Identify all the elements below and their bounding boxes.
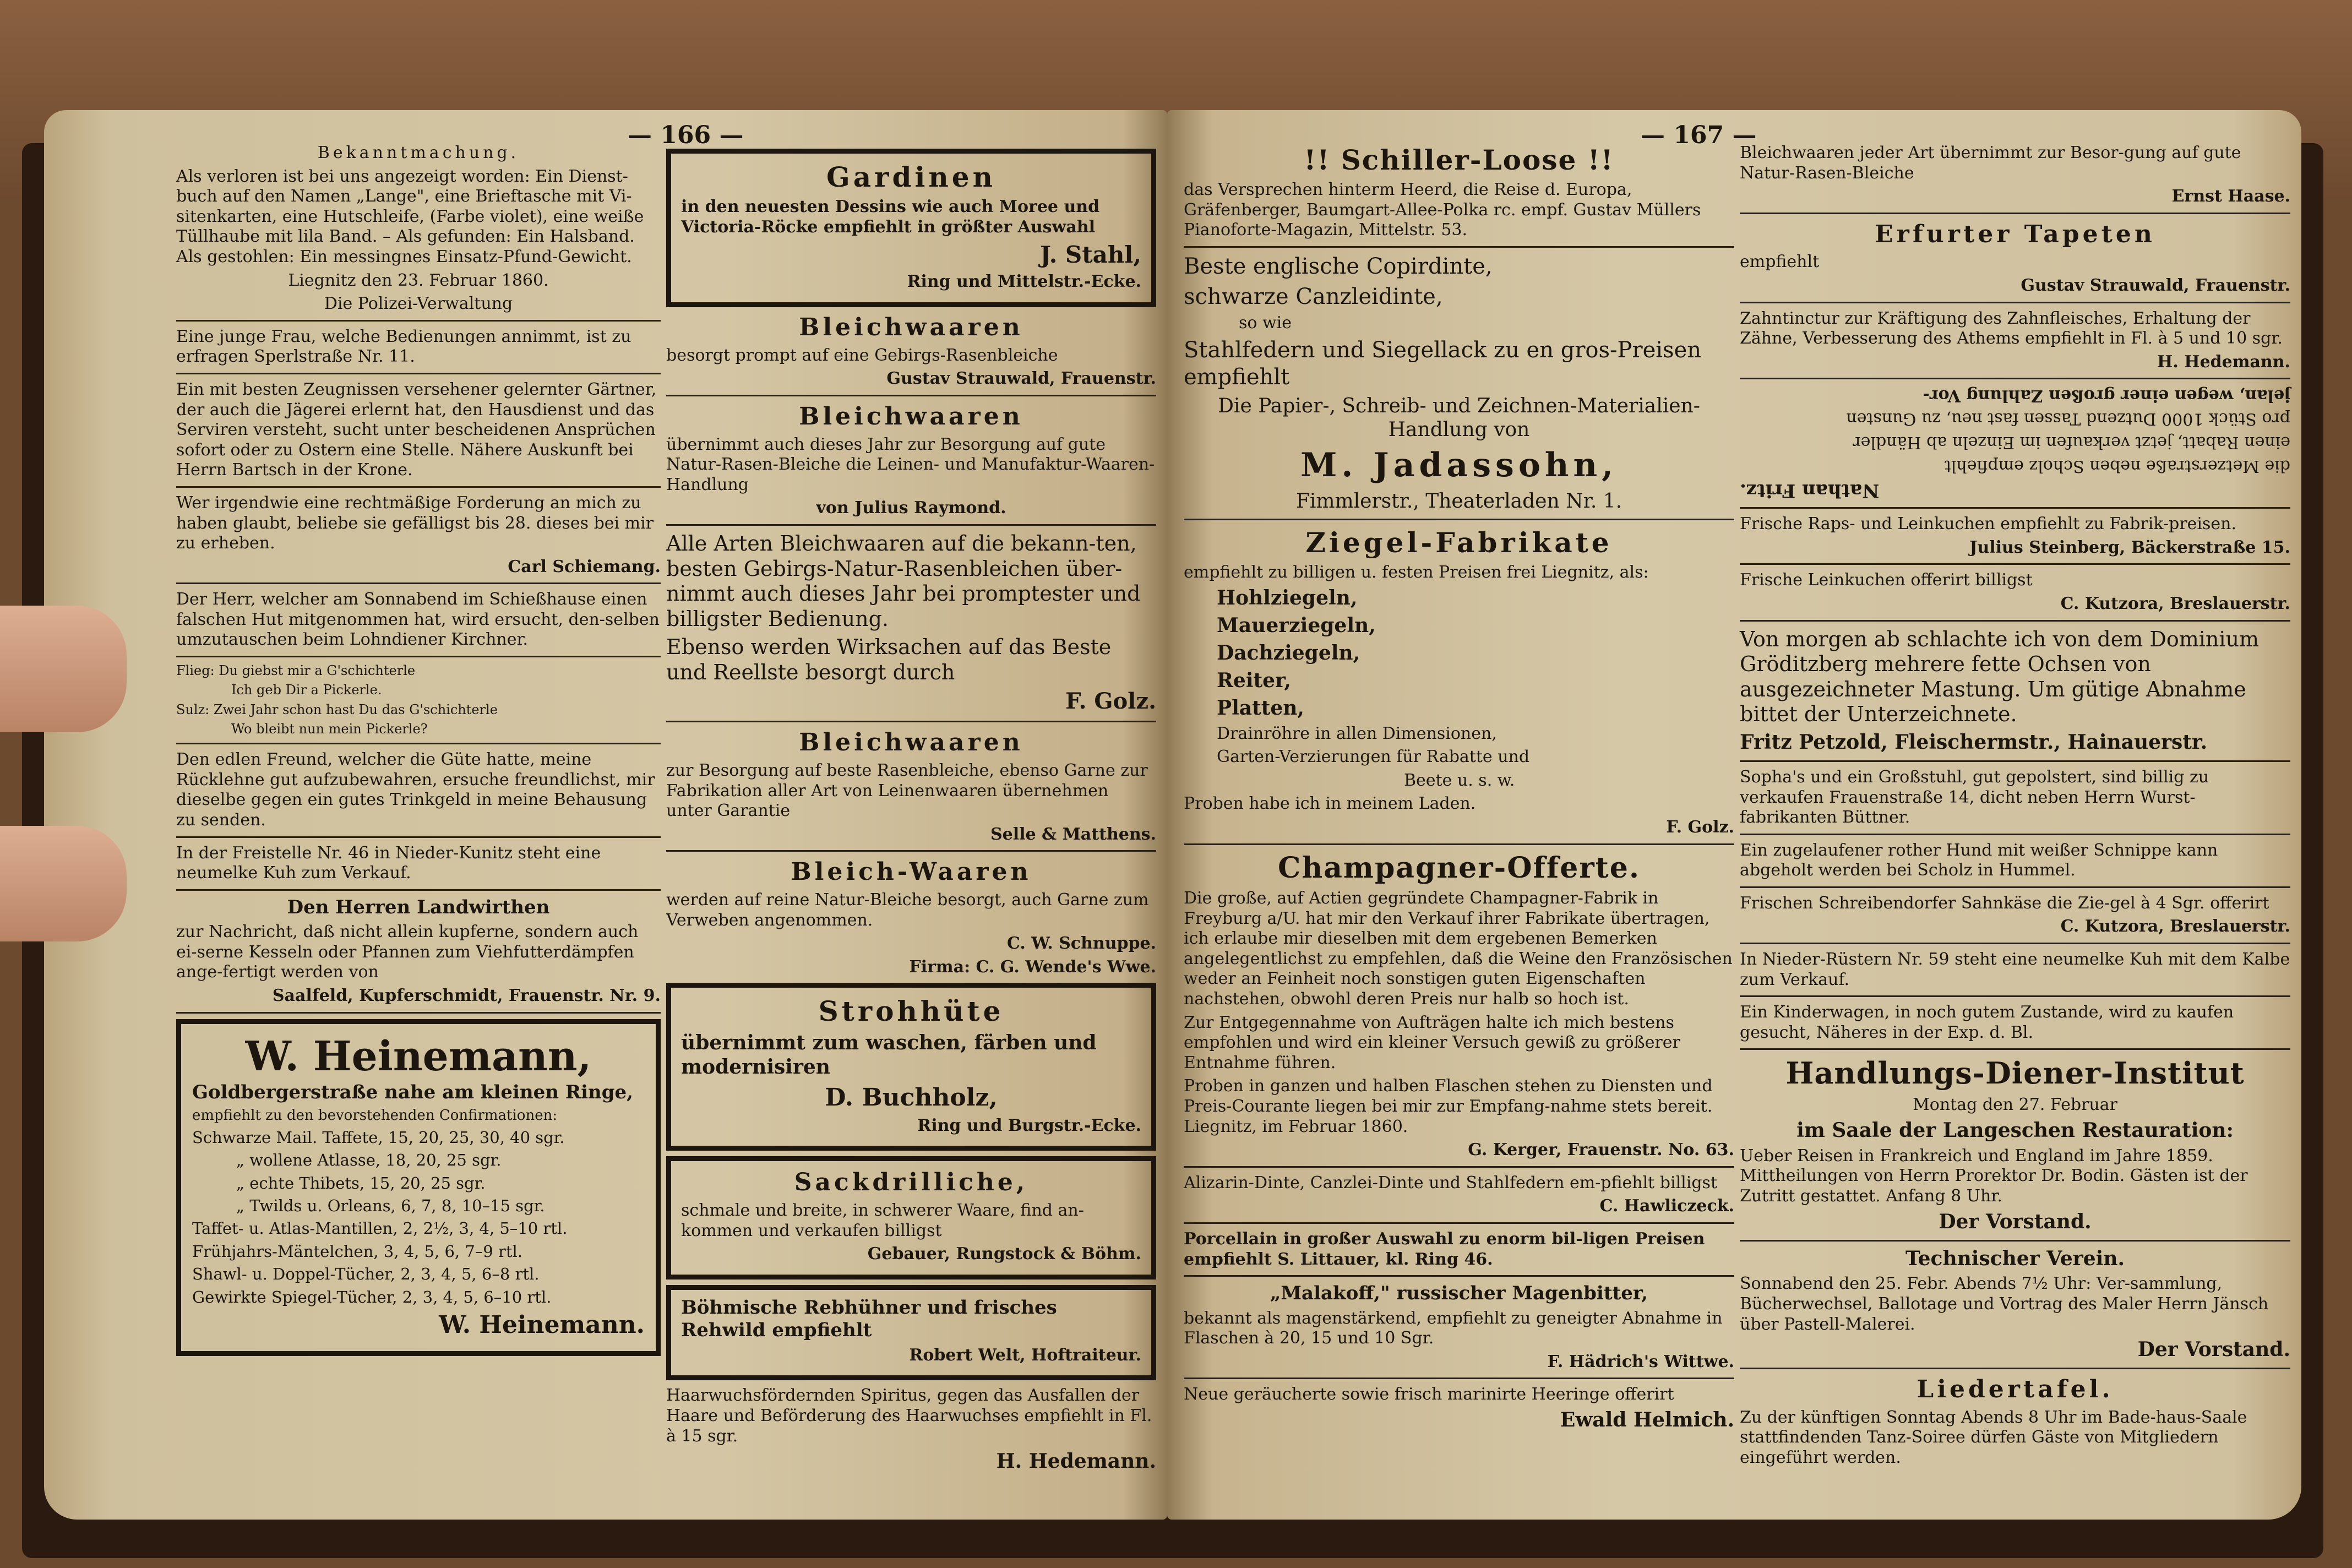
- sackdrilliche-title: Sackdrilliche,: [794, 1168, 1028, 1197]
- haarwuchs-signature: H. Hedemann.: [996, 1450, 1156, 1473]
- malakoff-signature: F. Hädrich's Wittwe.: [1547, 1352, 1734, 1371]
- bleich3-text: zur Besorgung auf beste Rasenbleiche, ebenso Garne zur Fabrikation aller Art von Leinenwaaren übernehmen unter Garantie: [666, 760, 1148, 821]
- schiller-text: das Versprechen hinterm Heerd, die Reise d. Europa, Gräfenberger, Baumgart-Allee-Polka rc. empf. Gustav Müllers Pianoforte-Magazin, Mittelstr. 53.: [1184, 180, 1701, 240]
- rebhuehner-ad: [666, 1285, 1156, 1381]
- heinemann-item: Schwarze Mail. Taffete, 15, 20, 25, 30, 40 sgr.: [192, 1128, 565, 1147]
- champagner-text-2: Zur Entgegennahme von Aufträgen halte ich mich bestens empfohlen und wird ein kleiner Versuch gewiß zu größerer Entnahme führen.: [1184, 1012, 1680, 1072]
- strohhuete-address: Ring und Burgstr.-Ecke.: [917, 1115, 1141, 1135]
- champagner-text: Die große, auf Actien gegründete Champagner-Fabrik in Freyburg a/U. hat mir den Verkauf ihrer Fabrikate übertragen, ich erlaube mir dieselben mit dem ergebenen Bemerken angelegentlichst zu empfehlen, daß die Weine den Französischen weder an Feinheit noch sonstigen guten Eigenschaften nachstehen, obwohl deren Preis nur halb so hoch ist.: [1184, 889, 1733, 1009]
- leinkuchen-text: Frische Leinkuchen offerirt billigst: [1740, 570, 2033, 590]
- kaese-text: Frischen Schreibendorfer Sahnkäse die Zie-gel à 4 Sgr. offerirt: [1740, 893, 2269, 913]
- alizarin-text: Alizarin-Dinte, Canzlei-Dinte und Stahlfedern em-pfiehlt billigst: [1184, 1173, 1718, 1193]
- sackdrilliche-text: schmale und breite, in schwerer Waare, find an-kommen und verkaufen billigst: [681, 1201, 1084, 1240]
- heeringe-text: Neue geräucherte sowie frisch marinirte Heeringe offerirt: [1184, 1385, 1674, 1404]
- tapeten-title: Erfurter Tapeten: [1875, 220, 2155, 248]
- right-column-2: [1740, 143, 2290, 1472]
- hand-finger: [0, 826, 127, 941]
- heeringe-signature: Ewald Helmich.: [1560, 1408, 1734, 1431]
- champagner-title: Champagner-Offerte.: [1278, 851, 1640, 885]
- hund-text: Ein zugelaufener rother Hund mit weißer Schnippe kann abgeholt werden bei Scholz in Hummel.: [1740, 840, 2218, 880]
- notice-heading: Bekanntmachung.: [317, 143, 520, 162]
- leinkuchen-signature: C. Kutzora, Breslauerstr.: [2060, 594, 2290, 614]
- liedertafel-title: Liedertafel.: [1917, 1375, 2114, 1404]
- champagner-signature: G. Kerger, Frauenstr. No. 63.: [1468, 1140, 1734, 1160]
- verse-2: Ich geb Dir a Pickerle.: [231, 682, 382, 698]
- notice-text: Als verloren ist bei uns angezeigt worden: Ein Dienst-buch auf den Namen „Lange", eine Brieftasche mit Vi-sitenkarten, eine Hutschleife, (Farbe violet), eine weiße Tüllhaube mit lila Band. – Als gefunden: Ein Halsband. Als gestohlen: Ein messingnes Einsatz-Pfund-Gewicht.: [176, 166, 644, 266]
- heinemann-ad: [176, 1019, 661, 1356]
- heinemann-item: Frühjahrs-Mäntelchen, 3, 4, 5, 6, 7–9 rtl.: [192, 1242, 522, 1261]
- open-book: [22, 110, 2323, 1558]
- heinemann-item: „ echte Thibets, 15, 20, 25 sgr.: [236, 1173, 486, 1193]
- right-column-1: [1184, 143, 1734, 1436]
- golz-text: Alle Arten Bleichwaaren auf die bekann-ten, besten Gebirgs-Natur-Rasenbleichen über-nimmt auch dieses Jahr bei promptester und billigster Bedienung.: [666, 531, 1141, 631]
- sackdrilliche-signature: Gebauer, Rungstock & Böhm.: [867, 1244, 1141, 1264]
- ad-farmers-text: zur Nachricht, daß nicht allein kupferne, sondern auch ei-serne Kesseln oder Pfannen zum Viehfutterdämpfen ange-fertigt werden von: [176, 922, 639, 982]
- heinemann-intro: empfiehlt zu den bevorstehenden Confirmationen:: [192, 1107, 558, 1124]
- heinemann-item: Taffet- u. Atlas-Mantillen, 2, 2½, 3, 4, 5–10 rtl.: [192, 1219, 568, 1238]
- inverted-line: Nathan Fritz.: [1740, 480, 1880, 502]
- zahntinctur-signature: H. Hedemann.: [2157, 352, 2290, 372]
- schiller-title: !! Schiller-Loose !!: [1304, 144, 1614, 176]
- heinemann-item: „ Twilds u. Orleans, 6, 7, 8, 10–15 sgr.: [236, 1196, 545, 1216]
- jadassohn-address: Fimmlerstr., Theaterladen Nr. 1.: [1295, 489, 1623, 513]
- heinemann-item: Gewirkte Spiegel-Tücher, 2, 3, 4, 5, 6–10 rtl.: [192, 1287, 552, 1306]
- left-page: [44, 110, 1167, 1520]
- ziegel-item: Drainröhre in allen Dimensionen,: [1217, 723, 1497, 743]
- ziegel-footer: Proben habe ich in meinem Laden.: [1184, 794, 1476, 814]
- ad-farmers-signature: Saalfeld, Kupferschmidt, Frauenstr. Nr. 9.: [272, 986, 661, 1005]
- notice-date: Liegnitz den 23. Februar 1860.: [288, 270, 549, 290]
- technischer-signature: Der Vorstand.: [2137, 1338, 2290, 1362]
- jadassohn-line: so wie: [1239, 313, 1292, 333]
- rebhuehner-text: Böhmische Rebhühner und frisches Rehwild empfiehlt: [681, 1296, 1057, 1342]
- golz-signature: F. Golz.: [1065, 688, 1156, 715]
- strohhuete-title: Strohhüte: [818, 995, 1004, 1028]
- inverted-line: pro Stück 1000 Dutzend Tassen fast neu, zu Gunsten: [1846, 409, 2290, 429]
- page-number-left: — 166 —: [628, 121, 744, 149]
- alizarin-signature: C. Hawliczeck.: [1599, 1196, 1734, 1216]
- sopha-text: Sopha's und ein Großstuhl, gut gepolstert, sind billig zu verkaufen Frauenstraße 14, dicht neben Herrn Wurst-fabrikanten Büttner.: [1740, 767, 2209, 827]
- malakoff-title: „Malakoff," russischer Magenbitter,: [1270, 1282, 1648, 1305]
- kuh-text: In Nieder-Rüstern Nr. 59 steht eine neumelke Kuh mit dem Kalbe zum Verkauf.: [1740, 950, 2290, 989]
- zahntinctur-text: Zahntinctur zur Kräftigung des Zahnfleisches, Erhaltung der Zähne, Verbesserung des Athems empfiehlt in Fl. à 5 und 10 sgr.: [1740, 308, 2283, 349]
- institut-text: Ueber Reisen in Frankreich und England im Jahre 1859. Mittheilungen von Herrn Prorektor Dr. Bodin. Gästen ist der Zutritt gestattet. Anfang 8 Uhr.: [1740, 1146, 2248, 1206]
- verse-3: Sulz: Zwei Jahr schon hast Du das G'schichterle: [176, 701, 498, 717]
- bleich2-signature: von Julius Raymond.: [816, 498, 1006, 518]
- bleich4-title: Bleich-Waaren: [791, 858, 1032, 886]
- raps-signature: Julius Steinberg, Bäckerstraße 15.: [1969, 537, 2290, 557]
- notice-signature: Die Polizei-Verwaltung: [324, 294, 513, 314]
- institut-date: Montag den 27. Februar: [1913, 1095, 2117, 1115]
- inverted-line: jelan, wegen einer großen Zahlung Vor-: [1923, 386, 2290, 406]
- ziegel-item: Dachziegeln,: [1217, 641, 1360, 665]
- institut-signature: Der Vorstand.: [1939, 1210, 2092, 1233]
- verse-4: Wo bleibt nun mein Pickerle?: [231, 721, 428, 737]
- haase-signature: Ernst Haase.: [2171, 187, 2290, 206]
- inverted-line: die Metzerstraße neben Scholz empfiehlt: [1944, 456, 2290, 476]
- heinemann-address: Goldbergerstraße nahe am kleinen Ringe,: [192, 1081, 633, 1103]
- gardinen-ad: [666, 149, 1156, 307]
- golz-text-2: Ebenso werden Wirksachen auf das Beste und Reellste besorgt durch: [666, 635, 1112, 684]
- technischer-title: Technischer Verein.: [1905, 1246, 2125, 1270]
- bleich1-signature: Gustav Strauwald, Frauenstr.: [886, 369, 1156, 389]
- malakoff-text: bekannt als magenstärkend, empfiehlt zu geneigter Abnahme in Flaschen à 20, 15 und 10 Sgr.: [1184, 1308, 1723, 1348]
- ziegel-signature: F. Golz.: [1666, 817, 1734, 837]
- gardinen-text: in den neuesten Dessins wie auch Moree und Victoria-Röcke empfiehlt in größter Auswahl: [681, 197, 1100, 237]
- liedertafel-text: Zu der künftigen Sonntag Abends 8 Uhr im Bade-haus-Saale stattfindenden Tanz-Soiree dürfen Gäste von Mitgliedern eingeführt werden.: [1740, 1407, 2247, 1467]
- jadassohn-line: Die Papier-, Schreib- und Zeichnen-Materialien-Handlung von: [1218, 394, 1700, 442]
- left-column-1: [176, 143, 661, 1362]
- gardinen-signature: J. Stahl,: [1040, 241, 1141, 269]
- bleich4-text: werden auf reine Natur-Bleiche besorgt, auch Garne zum Verweben angenommen.: [666, 890, 1149, 930]
- jadassohn-line: Stahlfedern und Siegellack zu en gros-Preisen empfiehlt: [1184, 337, 1702, 390]
- gardinen-address: Ring und Mittelstr.-Ecke.: [907, 272, 1141, 292]
- bleich2-title: Bleichwaaren: [799, 402, 1023, 431]
- ziegel-item: Platten,: [1217, 696, 1304, 720]
- ad-cow: In der Freistelle Nr. 46 in Nieder-Kunitz steht eine neumelke Kuh zum Verkauf.: [176, 843, 601, 883]
- heinemann-signature: W. Heinemann.: [439, 1310, 645, 1339]
- rebhuehner-signature: Robert Welt, Hoftraiteur.: [909, 1345, 1141, 1365]
- bleich4-firm: Firma: C. G. Wende's Wwe.: [909, 957, 1156, 977]
- kinderwagen-text: Ein Kinderwagen, in noch gutem Zustande, wird zu kaufen gesucht, Näheres in der Exp. d. Bl.: [1740, 1003, 2234, 1042]
- gardinen-title: Gardinen: [826, 161, 996, 193]
- ad-claims-signature: Carl Schiemang.: [508, 557, 661, 576]
- bleich2-text: übernimmt auch dieses Jahr zur Besorgung auf gute Natur-Rasen-Bleiche die Leinen- und Manufaktur-Waaren-Handlung: [666, 434, 1155, 494]
- tapeten-text: empfiehlt: [1740, 252, 1820, 272]
- bleich1-text: besorgt prompt auf eine Gebirgs-Rasenbleiche: [666, 345, 1058, 365]
- bleich4-signature: C. W. Schnuppe.: [1007, 934, 1156, 954]
- institut-place: im Saale der Langeschen Restauration:: [1796, 1118, 2234, 1142]
- inverted-ad: [1740, 385, 2290, 502]
- ziegel-item: Mauerziegeln,: [1217, 613, 1376, 637]
- ziegel-item: Hohlziegeln,: [1217, 586, 1358, 610]
- technischer-text: Sonnabend den 25. Febr. Abends 7½ Uhr: Ver-sammlung, Bücherwechsel, Ballotage und Vortrag des Maler Herrn Jänsch über Pastell-Malerei.: [1740, 1274, 2269, 1334]
- ziegel-item: Reiter,: [1217, 668, 1291, 692]
- inverted-line: einen Rabatt, jetzt verkaufen im Einzeln ab Händler: [1853, 433, 2290, 453]
- kaese-signature: C. Kutzora, Breslauerstr.: [2060, 917, 2290, 937]
- jadassohn-line: schwarze Canzleidinte,: [1184, 284, 1443, 309]
- sackdrilliche-ad: [666, 1156, 1156, 1279]
- bleich3-signature: Selle & Matthens.: [990, 824, 1156, 844]
- ad-gardener: Ein mit besten Zeugnissen versehener gelernter Gärtner, der auch die Jägerei erlernt hat, den Hausdienst und das Serviren versteht, sucht unter bescheidenen Ansprüchen sofort oder zu Ostern eine Stelle. Nähere Auskunft bei Herrn Bartsch in der Krone.: [176, 379, 657, 480]
- jadassohn-signature: M. Jadassohn,: [1300, 446, 1618, 485]
- haase-text: Bleichwaaren jeder Art übernimmt zur Besor-gung auf gute Natur-Rasen-Bleiche: [1740, 143, 2241, 183]
- tapeten-signature: Gustav Strauwald, Frauenstr.: [2021, 276, 2290, 296]
- ochsen-signature: Fritz Petzold, Fleischermstr., Hainauerstr.: [1740, 731, 2208, 754]
- page-number-right: — 167 —: [1641, 121, 1757, 149]
- ad-young-woman: Eine junge Frau, welche Bedienungen annimmt, ist zu erfragen Sperlstraße Nr. 11.: [176, 326, 631, 367]
- strohhuete-ad: [666, 983, 1156, 1151]
- ziegel-item: Beete u. s. w.: [1404, 770, 1515, 790]
- bleich3-title: Bleichwaaren: [799, 728, 1023, 757]
- raps-text: Frische Raps- und Leinkuchen empfiehlt zu Fabrik-preisen.: [1740, 514, 2237, 534]
- champagner-text-3: Proben in ganzen und halben Flaschen stehen zu Diensten und Preis-Courante liegen bei mir zur Empfang-nahme stets bereit. Liegnitz, im Februar 1860.: [1184, 1076, 1713, 1136]
- ad-friend: Den edlen Freund, welcher die Güte hatte, meine Rücklehne gut aufzubewahren, ersuche freundlichst, mir dieselbe gegen ein gutes Trinkgeld in meine Behausung zu senden.: [176, 750, 655, 830]
- porcellain-text: Porcellain in großer Auswahl zu enorm bil-ligen Preisen empfiehlt S. Littauer, kl. Ring 46.: [1184, 1229, 1705, 1269]
- ochsen-text: Von morgen ab schlachte ich von dem Dominium Gröditzberg mehrere fette Ochsen von ausgezeichneter Mastung. Um gütige Abnahme bittet der Unterzeichnete.: [1740, 627, 2260, 727]
- heinemann-item: „ wollene Atlasse, 18, 20, 25 sgr.: [236, 1151, 502, 1170]
- bleich1-title: Bleichwaaren: [799, 313, 1023, 342]
- left-column-2: [666, 143, 1156, 1477]
- ziegel-intro: empfiehlt zu billigen u. festen Preisen frei Liegnitz, als:: [1184, 563, 1649, 582]
- haarwuchs-text: Haarwuchsfördernden Spiritus, gegen das Ausfallen der Haare und Beförderung des Haarwuchses empfiehlt in Fl. à 15 sgr.: [666, 1386, 1152, 1446]
- heinemann-item: Shawl- u. Doppel-Tücher, 2, 3, 4, 5, 6–8 rtl.: [192, 1265, 540, 1284]
- strohhuete-text: übernimmt zum waschen, färben und modernisiren: [681, 1031, 1097, 1079]
- verse-1: Flieg: Du giebst mir a G'schichterle: [176, 663, 416, 679]
- jadassohn-line: Beste englische Copirdinte,: [1184, 253, 1493, 279]
- heinemann-name: W. Heinemann,: [245, 1032, 592, 1080]
- ziegel-title: Ziegel-Fabrikate: [1305, 526, 1613, 559]
- ziegel-item: Garten-Verzierungen für Rabatte und: [1217, 747, 1530, 767]
- ad-hat: Der Herr, welcher am Sonnabend im Schießhause einen falschen Hut mitgenommen hat, wird ersucht, den-selben umzutauschen beim Lohndiener Kirchner.: [176, 590, 660, 650]
- ad-claims: Wer irgendwie eine rechtmäßige Forderung an mich zu haben glaubt, beliebe sie gefälligst bis 28. dieses bei mir zu erheben.: [176, 493, 654, 553]
- strohhuete-signature: D. Buchholz,: [825, 1084, 998, 1112]
- institut-title: Handlungs-Diener-Institut: [1785, 1055, 2245, 1091]
- ad-farmers-title: Den Herren Landwirthen: [287, 896, 550, 918]
- right-page: [1167, 110, 2301, 1520]
- hand-finger: [0, 606, 127, 732]
